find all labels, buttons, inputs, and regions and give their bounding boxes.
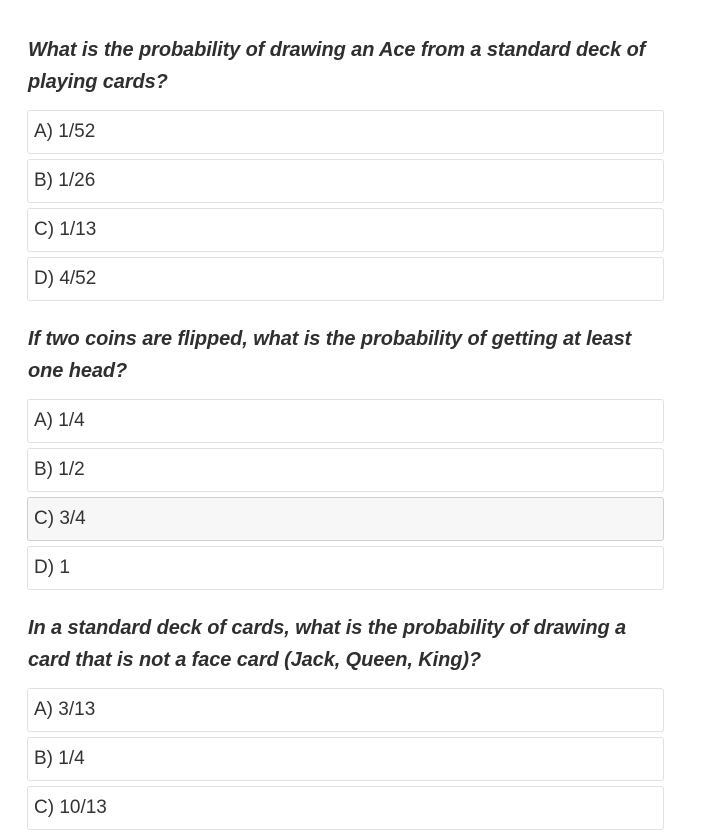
answer-option[interactable]: D) 4/52 (27, 257, 664, 301)
options-list (28, 399, 664, 590)
answer-option[interactable]: C) 1/13 (27, 208, 664, 252)
options-list (28, 688, 664, 830)
question-block-2 (28, 323, 664, 590)
question-text: What is the probability of drawing an Ace from a standard deck of playing cards? (28, 39, 646, 93)
question-block-3 (28, 612, 664, 830)
question-text: If two coins are flipped, what is the probability of getting at least one head? (28, 328, 632, 382)
options-list (28, 110, 664, 301)
answer-option[interactable]: A) 3/13 (27, 688, 664, 732)
quiz-container (28, 34, 664, 835)
question-text: In a standard deck of cards, what is the probability of drawing a card that is not a face card (Jack, Queen, King)? (28, 617, 627, 671)
answer-option-hovered[interactable]: C) 3/4 (27, 497, 664, 541)
answer-option[interactable]: A) 1/52 (27, 110, 664, 154)
answer-option[interactable]: C) 10/13 (27, 786, 664, 830)
answer-option[interactable]: D) 1 (27, 546, 664, 590)
answer-option[interactable]: B) 1/2 (27, 448, 664, 492)
answer-option[interactable]: B) 1/26 (27, 159, 664, 203)
answer-option[interactable]: A) 1/4 (27, 399, 664, 443)
question-block-1 (28, 34, 664, 301)
answer-option[interactable]: B) 1/4 (27, 737, 664, 781)
